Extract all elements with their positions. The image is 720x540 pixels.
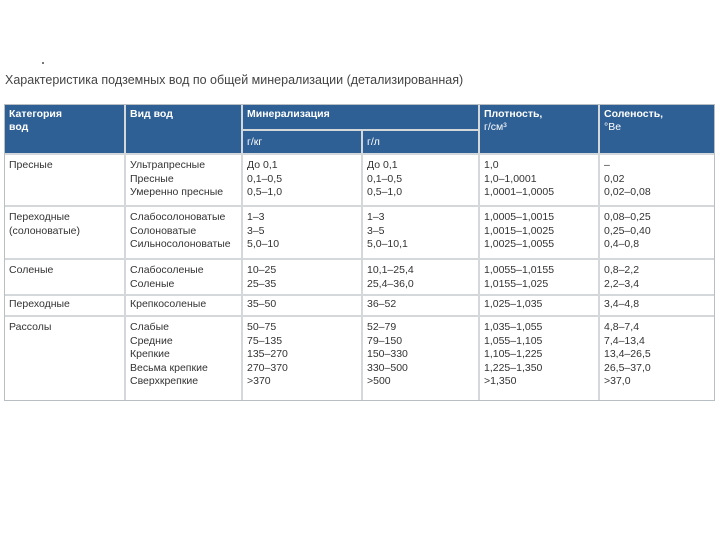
cell-salinity [600, 296, 714, 315]
cell-line: >370 [247, 375, 271, 388]
cell-category [5, 296, 124, 315]
cell-category [5, 207, 124, 258]
header-category-line1: Категория [9, 108, 63, 120]
data-table [4, 104, 715, 401]
cell-line: 25,4–36,0 [367, 277, 414, 290]
cell-line: 7,4–13,4 [604, 334, 645, 347]
cell-line: Сверхкрепкие [130, 375, 199, 388]
cell-line: 0,4–0,8 [604, 238, 640, 251]
cell-line: 0,08–0,25 [604, 211, 651, 223]
cell-line: 0,5–1,0 [247, 186, 283, 199]
cell-line: 5,0–10,1 [367, 238, 408, 251]
cell-line: 52–79 [367, 321, 397, 333]
cell-g-per-l [363, 260, 478, 294]
cell-line: 25–35 [247, 277, 277, 290]
cell-density [480, 260, 598, 294]
cell-line: Соленые [130, 277, 175, 290]
cell-salinity [600, 155, 714, 205]
cell-line: Крепкие [130, 348, 170, 361]
cell-line: 1,0001–1,0005 [484, 186, 555, 199]
header-water-type: Вид вод [126, 105, 241, 153]
cell-line: 0,8–2,2 [604, 264, 640, 276]
cell-line: До 0,1 [247, 159, 278, 171]
cell-line: 1–3 [247, 211, 265, 223]
cell-line: 1,0025–1,0055 [484, 238, 555, 251]
cell-line: Весьма крепкие [130, 361, 208, 374]
cell-line: >37,0 [604, 375, 631, 388]
cell-line: 135–270 [247, 348, 288, 361]
cell-line: 1,0155–1,025 [484, 277, 549, 290]
cell-category [5, 260, 124, 294]
cell-line: 10,1–25,4 [367, 264, 414, 276]
cell-line: 1,035–1,055 [484, 321, 543, 333]
cell-density [480, 207, 598, 258]
header-category-line2: вод [9, 121, 29, 133]
cell-category [5, 155, 124, 205]
cell-line: Слабосолоноватые [130, 211, 226, 223]
cell-g-per-l [363, 155, 478, 205]
cell-line: Соленые [9, 264, 54, 276]
cell-line: 150–330 [367, 348, 408, 361]
header-salinity [600, 105, 714, 153]
cell-line: – [604, 159, 610, 171]
header-salinity-line2: °Ве [604, 121, 622, 133]
cell-line: 0,02 [604, 172, 625, 185]
stray-dot [42, 62, 44, 64]
cell-line: 1,0 [484, 159, 499, 171]
cell-line: Сильносолоноватые [130, 238, 231, 251]
cell-line: 330–500 [367, 361, 408, 374]
cell-density [480, 317, 598, 400]
cell-g-per-kg [243, 317, 361, 400]
header-g-per-l: г/л [363, 131, 478, 153]
cell-line: Средние [130, 334, 173, 347]
cell-line: 50–75 [247, 321, 277, 333]
cell-g-per-kg [243, 155, 361, 205]
cell-line: 270–370 [247, 361, 288, 374]
cell-line: Рассолы [9, 321, 52, 333]
cell-line: 26,5–37,0 [604, 361, 651, 374]
cell-line: Пресные [130, 172, 174, 185]
cell-g-per-kg [243, 207, 361, 258]
cell-line: 0,25–0,40 [604, 224, 651, 237]
cell-line: 4,8–7,4 [604, 321, 640, 333]
cell-g-per-l [363, 296, 478, 315]
cell-line: >1,350 [484, 375, 517, 388]
cell-line: Крепкосоленые [130, 298, 207, 310]
header-g-per-kg: г/кг [243, 131, 361, 153]
cell-line: 1–3 [367, 211, 385, 223]
cell-g-per-l [363, 317, 478, 400]
cell-line: Солоноватые [130, 224, 197, 237]
cell-line: До 0,1 [367, 159, 398, 171]
cell-line: >500 [367, 375, 391, 388]
cell-water-type [126, 296, 241, 315]
cell-line: 1,0005–1,0015 [484, 211, 555, 223]
cell-density [480, 155, 598, 205]
cell-line: Пресные [9, 159, 53, 171]
cell-line: 35–50 [247, 298, 277, 310]
table-title: Характеристика подземных вод по общей минерализации (детализированная) [5, 73, 464, 87]
header-density [480, 105, 598, 153]
cell-salinity [600, 317, 714, 400]
cell-line: 0,5–1,0 [367, 186, 403, 199]
cell-g-per-kg [243, 296, 361, 315]
cell-density [480, 296, 598, 315]
cell-water-type [126, 207, 241, 258]
cell-salinity [600, 260, 714, 294]
cell-water-type [126, 317, 241, 400]
cell-line: 3–5 [247, 224, 265, 237]
header-density-line1: Плотность, [484, 108, 543, 120]
cell-line: Слабосоленые [130, 264, 204, 276]
cell-line: 0,02–0,08 [604, 186, 651, 199]
cell-line: 36–52 [367, 298, 397, 310]
cell-water-type [126, 260, 241, 294]
cell-line: 1,0015–1,0025 [484, 224, 555, 237]
cell-line: 2,2–3,4 [604, 277, 640, 290]
header-category [5, 105, 124, 153]
cell-line: 79–150 [367, 334, 403, 347]
cell-line: 1,225–1,350 [484, 361, 543, 374]
cell-line: 13,4–26,5 [604, 348, 651, 361]
cell-line: 75–135 [247, 334, 283, 347]
cell-line: Слабые [130, 321, 169, 333]
cell-line: 3,4–4,8 [604, 298, 640, 310]
cell-line: 3–5 [367, 224, 385, 237]
header-mineralization: Минерализация [243, 105, 478, 129]
cell-g-per-l [363, 207, 478, 258]
cell-g-per-kg [243, 260, 361, 294]
cell-line: (солоноватые) [9, 224, 80, 237]
cell-line: 0,1–0,5 [367, 172, 403, 185]
cell-line: Ультрапресные [130, 159, 206, 171]
cell-line: 1,0055–1,0155 [484, 264, 555, 276]
cell-category [5, 317, 124, 400]
cell-line: 1,0–1,0001 [484, 172, 537, 185]
cell-line: 1,025–1,035 [484, 298, 543, 310]
header-salinity-line1: Соленость, [604, 108, 664, 120]
cell-line: Умеренно пресные [130, 186, 224, 199]
cell-salinity [600, 207, 714, 258]
cell-line: 0,1–0,5 [247, 172, 283, 185]
cell-line: 1,055–1,105 [484, 334, 543, 347]
cell-water-type [126, 155, 241, 205]
cell-line: Переходные [9, 211, 70, 223]
cell-line: 5,0–10 [247, 238, 280, 251]
cell-line: Переходные [9, 298, 70, 310]
cell-line: 1,105–1,225 [484, 348, 543, 361]
cell-line: 10–25 [247, 264, 277, 276]
header-density-line2: г/см³ [484, 121, 507, 133]
